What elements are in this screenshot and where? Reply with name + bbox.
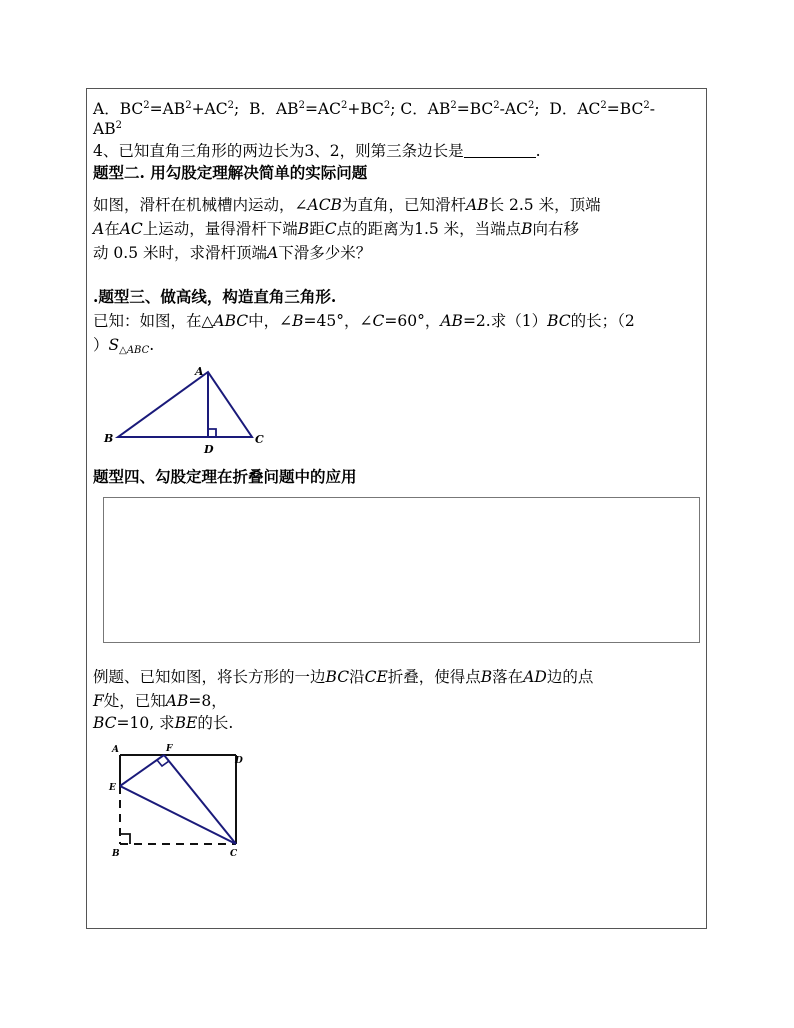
text: 为直角，已知滑杆 [341, 196, 466, 214]
label-b: B [104, 432, 114, 445]
line-ec [120, 786, 236, 844]
exp: 2 [227, 100, 234, 111]
right-angle-mark [208, 429, 216, 437]
example-line1 [93, 667, 593, 687]
text: ） [93, 336, 109, 354]
text: - [649, 100, 655, 118]
label-c: C [255, 433, 264, 446]
right-angle-mark-b [120, 834, 130, 844]
text: B [297, 220, 310, 238]
text: +BC [347, 100, 384, 118]
text: AB [93, 120, 116, 138]
text: 的长. [197, 714, 234, 732]
text: 长 2.5 米，顶端 [488, 196, 601, 214]
exp: 2 [493, 100, 500, 111]
text: A [267, 244, 279, 262]
text: ; [233, 100, 245, 118]
text: AB [440, 312, 463, 330]
label-b: B [112, 849, 120, 859]
label-d: D [235, 756, 243, 766]
text: ABC [213, 312, 249, 330]
text: 落在 [492, 668, 524, 686]
text: =8， [188, 692, 227, 710]
text: AD [523, 668, 547, 686]
exp: 2 [527, 100, 535, 111]
section3-line1 [93, 311, 635, 331]
line-ef [120, 755, 164, 786]
text: =45°，∠ [303, 312, 373, 330]
example-line3 [93, 713, 233, 733]
text: 边的点 [546, 668, 594, 686]
text: 上运动，量得滑杆下端 [142, 220, 298, 238]
section2-line1 [93, 195, 601, 215]
text: 折叠，使得点 [387, 668, 481, 686]
text: -AC [499, 100, 528, 118]
label-f: F [166, 744, 173, 754]
text: 如图，滑杆在机械槽内运动， [93, 196, 295, 214]
text: BC [93, 714, 117, 732]
triangle-abc [118, 372, 252, 437]
text: ; [390, 100, 401, 118]
text: =BC [606, 100, 644, 118]
section3-line2 [93, 335, 154, 355]
text: 中，∠ [248, 312, 293, 330]
example-line2 [93, 691, 227, 711]
text: =10, 求 [116, 714, 175, 732]
text: CE [364, 668, 388, 686]
text: △ABC [119, 345, 150, 356]
question-4 [93, 141, 541, 161]
label-e: E [109, 783, 116, 793]
option-c: C．AB [400, 100, 451, 118]
text: BC [325, 668, 350, 686]
text: AC [119, 220, 143, 238]
exp: 2 [340, 100, 348, 111]
text: A [93, 220, 105, 238]
text: =AB [149, 100, 186, 118]
triangle-figure [100, 362, 280, 457]
text: =2.求（1） [462, 312, 548, 330]
text: =BC [456, 100, 494, 118]
exp: 2 [298, 100, 305, 111]
exp: 2 [115, 120, 122, 131]
text: 下滑多少米？ [278, 244, 372, 262]
label-c: C [230, 849, 238, 859]
section2-heading: 题型二. 用勾股定理解决简单的实际问题 [93, 163, 368, 182]
text: F [93, 692, 104, 710]
text: =AC [304, 100, 341, 118]
text: 点的距离为1.5 米，当端点 [336, 220, 522, 238]
text: ∠ACB [294, 196, 342, 214]
text: BE [174, 714, 198, 732]
section4-heading: 题型四、勾股定理在折叠问题中的应用 [93, 467, 357, 486]
label-a: A [195, 365, 204, 378]
text: C [324, 220, 337, 238]
q4-text: 4、已知直角三角形的两边长为3、2，则第三条边长是 [93, 142, 464, 160]
text: +AC [191, 100, 228, 118]
area-symbol: S [108, 336, 120, 354]
option-a: A．BC [93, 100, 144, 118]
options-line [93, 99, 655, 119]
text: 沿 [349, 668, 365, 686]
text: BC [547, 312, 571, 330]
text: 已知：如图，在△ [93, 312, 214, 330]
exp: 2 [450, 100, 457, 111]
label-d: D [204, 443, 214, 456]
text: ; [534, 100, 545, 118]
exp: 2 [143, 100, 150, 111]
text: AB [165, 692, 189, 710]
option-d-continued [93, 119, 122, 139]
option-b: B．AB [249, 100, 299, 118]
text: . [149, 336, 155, 354]
text: AB [465, 196, 489, 214]
label-a: A [112, 745, 119, 755]
text: 向右移 [532, 220, 580, 238]
exp: 2 [600, 100, 607, 111]
text: 距 [309, 220, 325, 238]
section3-heading: .题型三、做高线，构造直角三角形. [93, 287, 337, 306]
folding-figure [104, 742, 254, 862]
text: 动 0.5 米时，求滑杆顶端 [93, 244, 268, 262]
text: 的长；（2 [570, 312, 635, 330]
text: 在 [104, 220, 120, 238]
text: 处，已知 [103, 692, 166, 710]
right-angle-mark-f [157, 760, 169, 766]
answer-box[interactable] [103, 497, 700, 643]
text: B [521, 220, 533, 238]
exp: 2 [185, 100, 192, 111]
exp: 2 [383, 100, 391, 111]
text: B [480, 668, 493, 686]
text: C [372, 312, 385, 330]
text: =60°， [384, 312, 441, 330]
option-d: D．AC [549, 100, 601, 118]
section2-line3 [93, 243, 371, 263]
text: . [535, 142, 541, 160]
line-fc [164, 755, 236, 844]
text: 例题、已知如图，将长方形的一边 [93, 668, 326, 686]
exp: 2 [643, 100, 650, 111]
section2-line2 [93, 219, 579, 239]
text: B [292, 312, 304, 330]
answer-blank[interactable] [464, 142, 536, 158]
